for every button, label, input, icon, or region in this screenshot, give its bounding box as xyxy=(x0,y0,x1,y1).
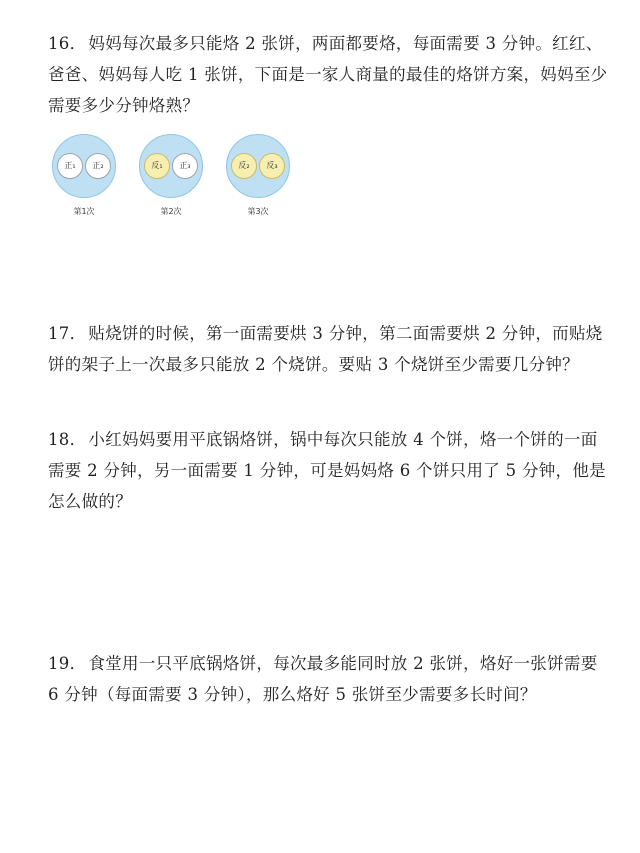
pan xyxy=(139,134,203,198)
problem-number: 16． xyxy=(48,34,87,53)
problem-text: 贴烧饼的时候，第一面需要烘 3 分钟，第二面需要烘 2 分钟，而贴烧饼的架子上一次最多只能放 2 个烧饼。要贴 3 个烧饼至少需要几分钟？ xyxy=(48,324,603,374)
cake: 正₃ xyxy=(172,153,198,179)
problem-16 xyxy=(48,28,608,121)
cake: 正₁ xyxy=(57,153,83,179)
pan xyxy=(52,134,116,198)
pan-round-3 xyxy=(226,134,294,216)
cake: 正₂ xyxy=(85,153,111,179)
cake: 反₃ xyxy=(259,153,285,179)
problem-18 xyxy=(48,424,608,517)
problem-number: 19． xyxy=(48,654,87,673)
problem-text: 食堂用一只平底锅烙饼，每次最多能同时放 2 张饼，烙好一张饼需要 6 分钟（每面需要 3 分钟），那么烙好 5 张饼至少需要多长时间？ xyxy=(48,654,598,704)
problem-number: 17． xyxy=(48,324,87,343)
pan-round-1 xyxy=(52,134,120,216)
pan-label: 第2次 xyxy=(160,207,182,216)
problem-17 xyxy=(48,318,608,380)
pan-round-2 xyxy=(139,134,207,216)
problem-number: 18． xyxy=(48,430,87,449)
problem-19 xyxy=(48,648,608,710)
pan xyxy=(226,134,290,198)
cake: 反₁ xyxy=(144,153,170,179)
pan-label: 第1次 xyxy=(73,207,95,216)
cake: 反₂ xyxy=(231,153,257,179)
pan-label: 第3次 xyxy=(247,207,269,216)
problem-text: 妈妈每次最多只能烙 2 张饼，两面都要烙，每面需要 3 分钟。红红、爸爸、妈妈每人吃 1 张饼，下面是一家人商量的最佳的烙饼方案，妈妈至少需要多少分钟烙熟？ xyxy=(48,34,608,115)
problem-text: 小红妈妈要用平底锅烙饼，锅中每次只能放 4 个饼，烙一个饼的一面需要 2 分钟，另一面需要 1 分钟，可是妈妈烙 6 个饼只用了 5 分钟，他是怎么做的？ xyxy=(48,430,606,511)
